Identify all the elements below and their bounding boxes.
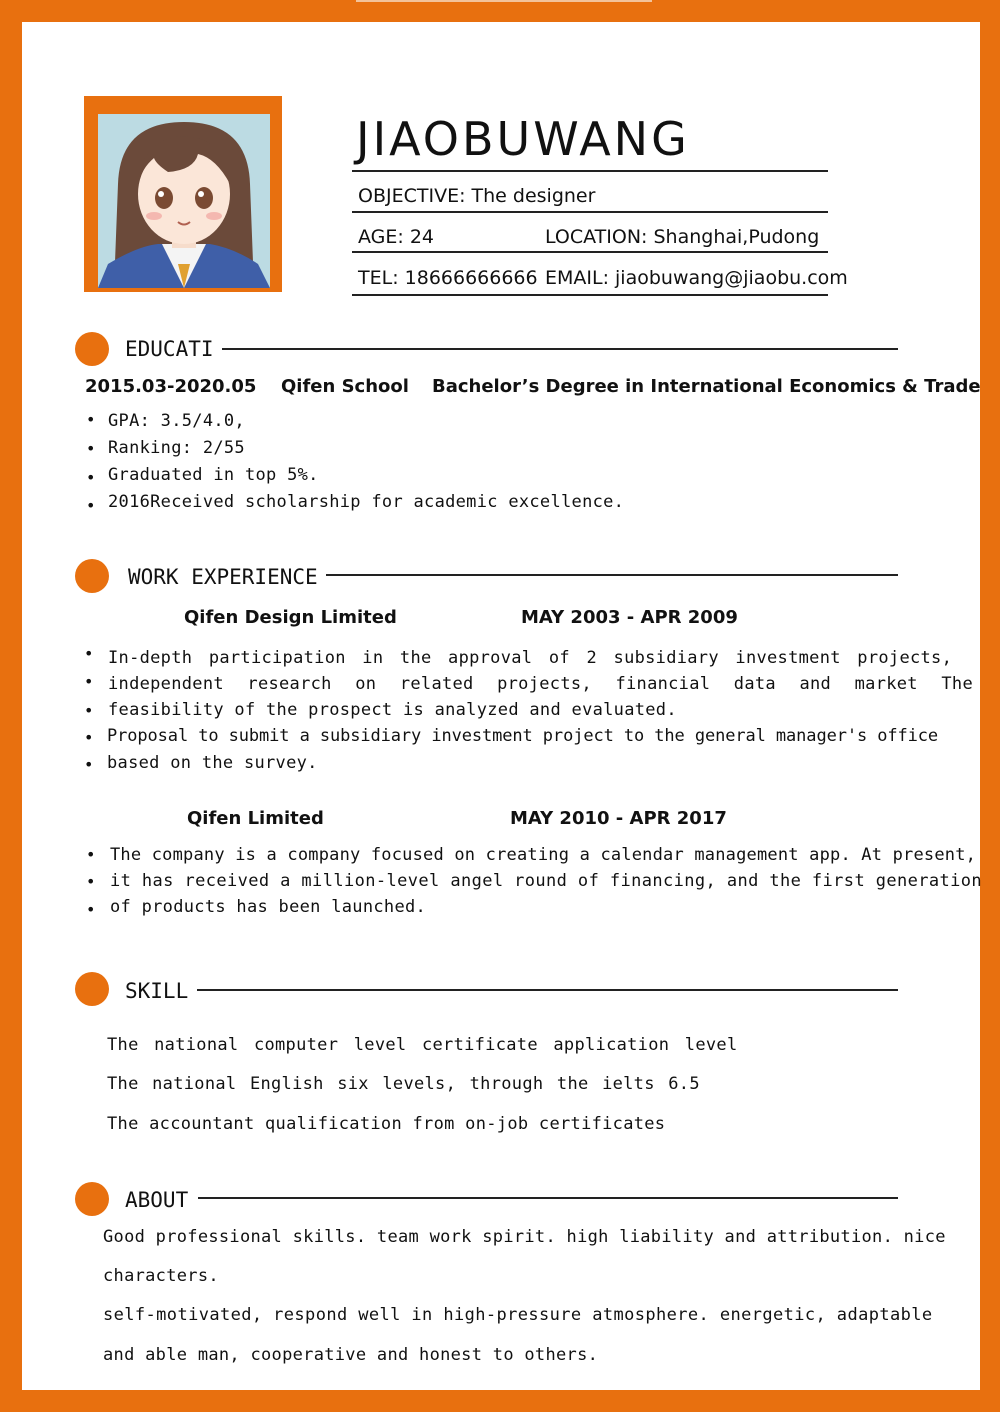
- skill-dot-icon: [75, 972, 109, 1006]
- bullet: •: [86, 439, 96, 458]
- bullet: •: [84, 644, 94, 663]
- email-text: EMAIL: jiaobuwang@jiaobu.com: [545, 267, 848, 289]
- objective-text: OBJECTIVE: The designer: [358, 185, 596, 207]
- skill-item: The national English six levels, through the ielts 6.5: [107, 1074, 700, 1094]
- age-text: AGE: 24: [358, 226, 435, 248]
- job-company: Qifen Design Limited: [184, 607, 397, 628]
- person-name: JIAOBUWANG: [356, 112, 690, 166]
- education-dot-icon: [75, 332, 109, 366]
- work-title: WORK EXPERIENCE: [128, 565, 326, 589]
- bullet: •: [86, 410, 96, 429]
- about-line: self-motivated, respond well in high-pressure atmosphere. energetic, adaptable: [103, 1305, 933, 1325]
- bullet: •: [84, 672, 94, 691]
- job-period: MAY 2010 - APR 2017: [510, 808, 727, 829]
- bullet: •: [86, 900, 96, 919]
- education-title: EDUCATI: [125, 337, 222, 361]
- about-line: and able man, cooperative and honest to others.: [103, 1345, 599, 1365]
- job-line: based on the survey.: [107, 753, 318, 773]
- about-rule: [198, 1197, 898, 1199]
- header-rule-2: [352, 211, 828, 213]
- education-item: GPA: 3.5/4.0,: [108, 411, 245, 431]
- education-item: Ranking: 2/55: [108, 438, 245, 458]
- bullet: •: [86, 496, 96, 515]
- education-item: Graduated in top 5%.: [108, 465, 319, 485]
- work-dot-icon: [75, 559, 109, 593]
- header-rule-4: [352, 294, 828, 296]
- education-item: 2016Received scholarship for academic excellence.: [108, 492, 625, 512]
- about-title: ABOUT: [125, 1188, 196, 1212]
- education-degree: Bachelor’s Degree in International Economics & Trade: [432, 376, 981, 397]
- job-company: Qifen Limited: [187, 808, 324, 829]
- job-line: The company is a company focused on creating a calendar management app. At present,: [110, 845, 977, 865]
- skill-rule: [197, 989, 898, 991]
- skill-item: The accountant qualification from on-job certificates: [107, 1114, 666, 1134]
- job-line: feasibility of the prospect is analyzed and evaluated.: [108, 700, 677, 720]
- bullet: •: [86, 872, 96, 891]
- job-line: In-depth participation in the approval of 2 subsidiary investment projects,: [108, 648, 953, 668]
- cartoon-girl-avatar-icon: [98, 114, 270, 288]
- education-period: 2015.03-2020.05: [85, 376, 257, 397]
- top-strip: [356, 0, 652, 2]
- about-line: Good professional skills. team work spirit. high liability and attribution. nice: [103, 1227, 946, 1247]
- bullet: •: [86, 845, 96, 864]
- header-rule-3: [352, 251, 828, 253]
- education-school: Qifen School: [281, 376, 409, 397]
- bullet: •: [84, 701, 94, 720]
- work-rule: [314, 574, 898, 576]
- tel-text: TEL: 18666666666: [358, 267, 538, 289]
- job-line: it has received a million-level angel round of financing, and the first generation: [110, 871, 983, 891]
- location-text: LOCATION: Shanghai,Pudong: [545, 226, 820, 248]
- avatar-frame: [84, 96, 282, 292]
- education-rule: [212, 348, 898, 350]
- job-period: MAY 2003 - APR 2009: [521, 607, 738, 628]
- job-line: of products has been launched.: [110, 897, 427, 917]
- bullet: •: [84, 728, 94, 747]
- skill-title: SKILL: [125, 979, 196, 1003]
- skill-item: The national computer level certificate application level: [107, 1035, 738, 1055]
- job-line: Proposal to submit a subsidiary investment project to the general manager's office: [107, 726, 939, 746]
- about-dot-icon: [75, 1182, 109, 1216]
- job-line: independent research on related projects, financial data and market The: [108, 674, 973, 694]
- avatar: [98, 114, 270, 288]
- header-rule-1: [352, 170, 828, 172]
- about-line: characters.: [103, 1266, 219, 1286]
- bullet: •: [86, 468, 96, 487]
- bullet: •: [84, 755, 94, 774]
